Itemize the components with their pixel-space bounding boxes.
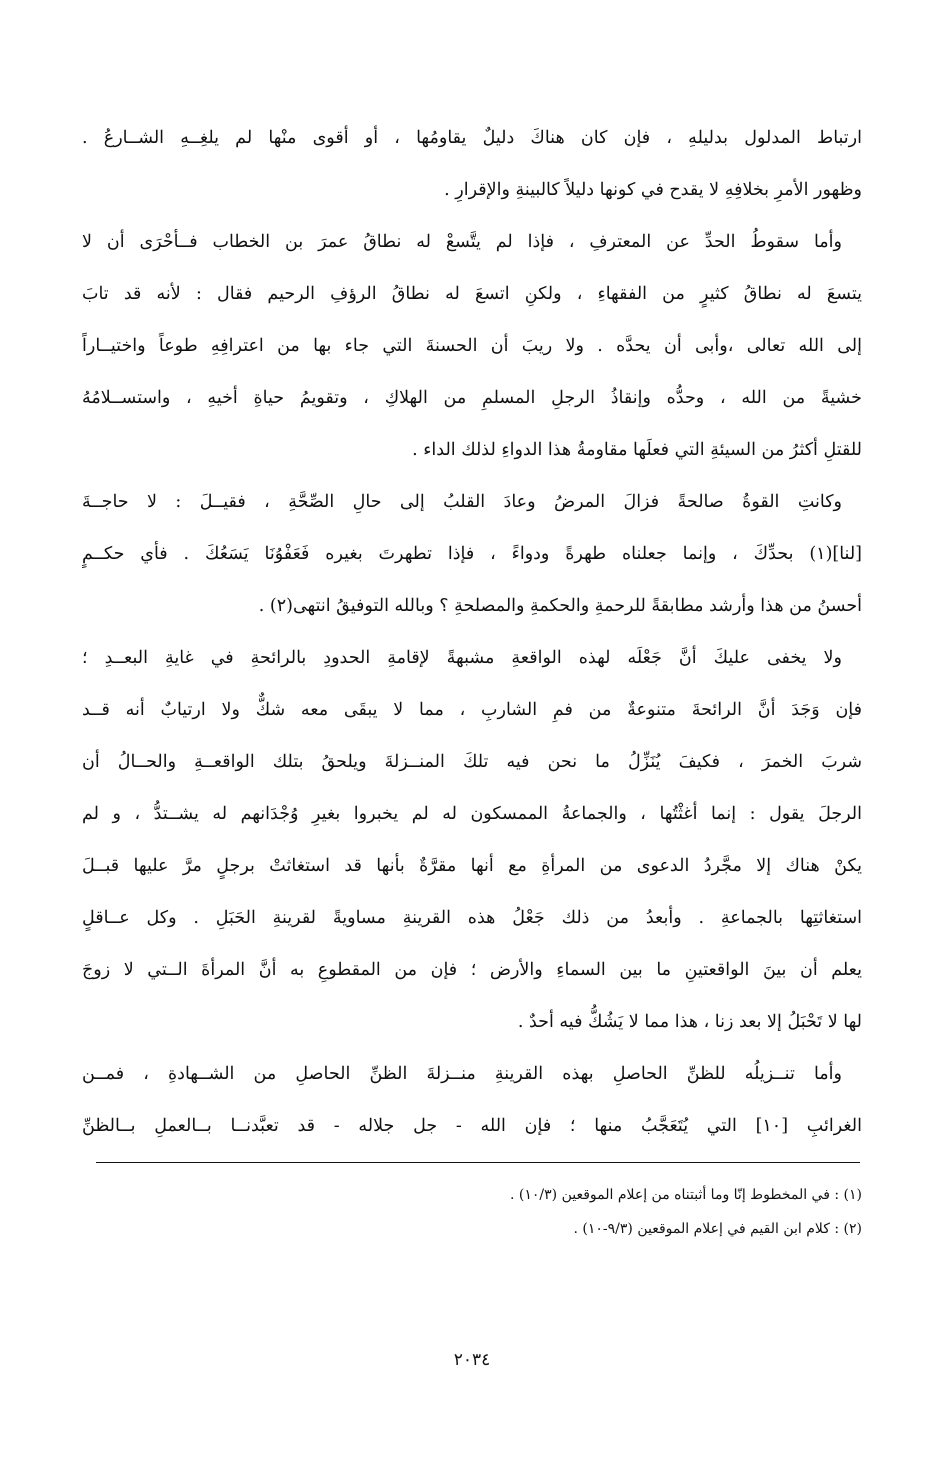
text-line: للقتلِ أكثرُ من السيئةِ التي فعلَها مقاومةُ هذا الدواءِ لذلك الداء . — [412, 440, 862, 460]
main-text — [82, 112, 862, 1152]
text-line: أحسنُ من هذا وأرشد مطابقةً للرحمةِ والحكمةِ والمصلحةِ ؟ وبالله التوفيقُ انتهى(٢) . — [258, 596, 862, 616]
footnotes — [82, 1178, 862, 1246]
text-line: وأما سقوطُ الحدِّ عن المعترفِ ، فإذا لم يتَّسعْ له نطاقُ عمرَ بن الخطاب فــأحْرَى أن لا — [82, 232, 842, 252]
text-line: وكانتِ القوةُ صالحةً فزالَ المرضُ وعادَ القلبُ إلى حالِ الصِّحَّةِ ، فقيــلَ : لا حاجــةَ — [82, 492, 842, 512]
footnote-2: (٢) : كلام ابن القيم في إعلام الموقعين (٩/٣-١٠) . — [573, 1221, 862, 1237]
text-line: وظهور الأمرِ بخلافِهِ لا يقدح في كونها دليلاً كالبينةِ والإقرارِ . — [444, 180, 862, 200]
text-line: [لنا](١) بحدِّكَ ، وإنما جعلناه طهرةً ودواءً ، فإذا تطهرتَ بغيره فَعَفْوُنَا يَسَعُكَ . فأي حكــمٍ — [82, 544, 862, 564]
page-number: ٢٠٣٤ — [453, 1350, 491, 1370]
text-line: خشيةً من الله ، وحدُّه وإنقاذُ الرجلِ المسلمِ من الهلاكِ ، وتقويمُ حياةِ أخيهِ ، واستســلامُهُ — [82, 388, 862, 408]
footnote-divider — [96, 1162, 860, 1163]
text-line: إلى الله تعالى ،وأبى أن يحدَّه . ولا ريبَ أن الحسنةَ التي جاء بها من اعترافِهِ طوعاً واختيــاراً — [82, 336, 862, 356]
footnote-1: (١) : في المخطوط إنّا وما أثبتناه من إعلام الموقعين (١٠/٣) . — [510, 1187, 862, 1203]
text-line: فإن وَجَدَ أنَّ الرائحةَ متنوعةٌ من فمِ الشاربِ ، مما لا يبقَى معه شكٌّ ولا ارتيابٌ أنه قــد — [82, 700, 862, 720]
text-line: الغرائبِ [١٠] التي يُتَعَجَّبُ منها ؛ فإن الله - جل جلاله - قد تعبَّدنــا بــالعملِ بــالظنِّ — [82, 1116, 862, 1136]
text-line: الرجلَ يقول : إنما أغثْتُها ، والجماعةُ الممسكون له لم يخبروا بغيرِ وُجْدَانهم له يشــتدُّ ، و لم — [82, 804, 862, 824]
text-line: ولا يخفى عليكَ أنَّ جَعْلَه لهذه الواقعةِ مشبهةً لإقامةِ الحدودِ بالرائحةِ في غايةِ البعــدِ ؛ — [82, 648, 842, 668]
text-line: شربَ الخمرَ ، فكيفَ يُنَزِّلُ ما نحن فيه تلكَ المنــزلةَ ويلحقُ بتلك الواقعــةِ والحــالُ أن — [82, 752, 862, 772]
text-line: يكنْ هناك إلا مجَّردُ الدعوى من المرأةِ مع أنها مقرَّةٌ بأنها قد استغاثتْ برجلٍ مرَّ عليها قبــلَ — [82, 856, 862, 876]
text-line: ارتباط المدلول بدليلهِ ، فإن كان هناكَ دليلٌ يقاومُها ، أو أقوى منْها لم يلغِــهِ الشــارعُ . — [82, 128, 862, 148]
text-line: لها لا تَحْبَلُ إلا بعد زنا ، هذا مما لا يَشُكُّ فيه أحدٌ . — [517, 1012, 862, 1032]
text-line: استغاثتِها بالجماعةِ . وأبعدُ من ذلك جَعْلُ هذه القرينةِ مساويةً لقرينةِ الحَبَلِ . وكل عــاقلٍ — [82, 908, 862, 928]
text-line: يتسعَ له نطاقُ كثيرٍ من الفقهاءِ ، ولكنِ اتسعَ له نطاقُ الرؤفِ الرحيم فقال : لأنه قد تابَ — [82, 284, 862, 304]
text-line: يعلم أن بينَ الواقعتينِ ما بين السماءِ والأرض ؛ فإن من المقطوعِ به أنَّ المرأةَ الــتي لا زوجَ — [82, 960, 862, 980]
text-line: وأما تنــزيلُه للظنِّ الحاصلِ بهذه القرينةِ منــزلةَ الظنِّ الحاصلِ من الشــهادةِ ، فمــن — [82, 1064, 842, 1084]
